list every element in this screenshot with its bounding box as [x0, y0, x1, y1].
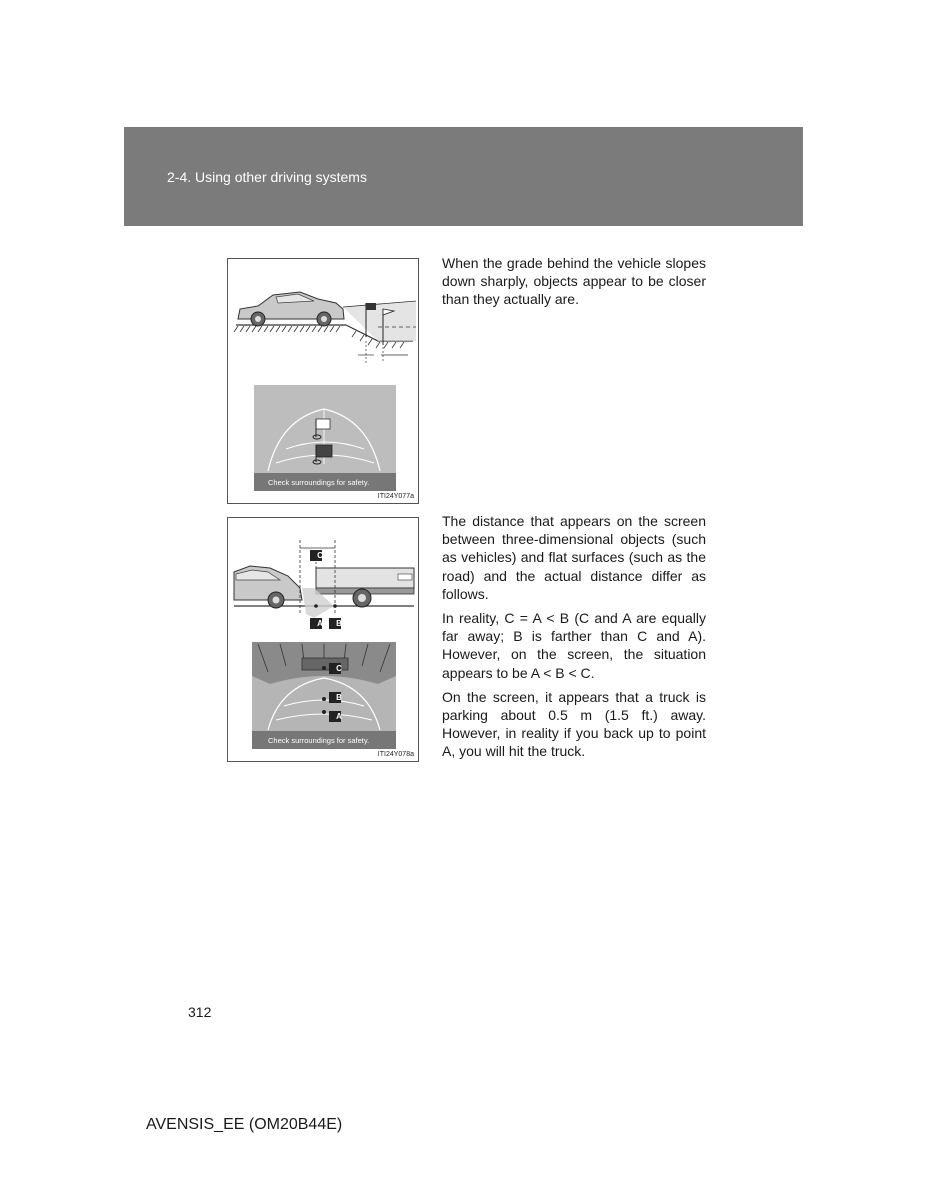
label-b-screen: B	[336, 693, 342, 702]
paragraph: The distance that appears on the screen between three-dimensional objects (such as vehicles) and flat surfaces (such as the road) and the actual distance differ as follows.	[442, 513, 706, 602]
paragraph: On the screen, it appears that a truck is parking about 0.5 m (1.5 ft.) away. However, in reality if you back up to point A, you will hit the truck.	[442, 688, 706, 760]
label-a-top: A	[317, 619, 323, 628]
paragraph: When the grade behind the vehicle slopes down sharply, objects appear to be closer than they actually are.	[442, 255, 706, 308]
label-c-top: C	[317, 551, 323, 560]
manual-code: AVENSIS_EE (OM20B44E)	[146, 1116, 343, 1133]
distance-description	[442, 512, 706, 767]
figure-code: ITI24Y077a	[377, 493, 414, 500]
figure-distance-illustration	[227, 517, 419, 762]
label-a-screen: A	[336, 712, 342, 721]
screen-caption: Check surroundings for safety.	[268, 736, 370, 745]
label-c-screen: C	[336, 664, 342, 673]
header-band	[124, 127, 803, 226]
figure-slope-illustration	[227, 258, 419, 504]
page-number: 312	[188, 1004, 212, 1020]
paragraph: In reality, C = A < B (C and A are equally far away; B is farther than C and A). However, on the screen, the situation appears to be A < B < C.	[442, 610, 706, 681]
slope-description	[442, 254, 706, 315]
label-b-top: B	[336, 619, 342, 628]
section-title: 2-4. Using other driving systems	[167, 169, 367, 185]
screen-caption: Check surroundings for safety.	[268, 478, 370, 487]
figure-code: ITI24Y078a	[377, 751, 414, 758]
